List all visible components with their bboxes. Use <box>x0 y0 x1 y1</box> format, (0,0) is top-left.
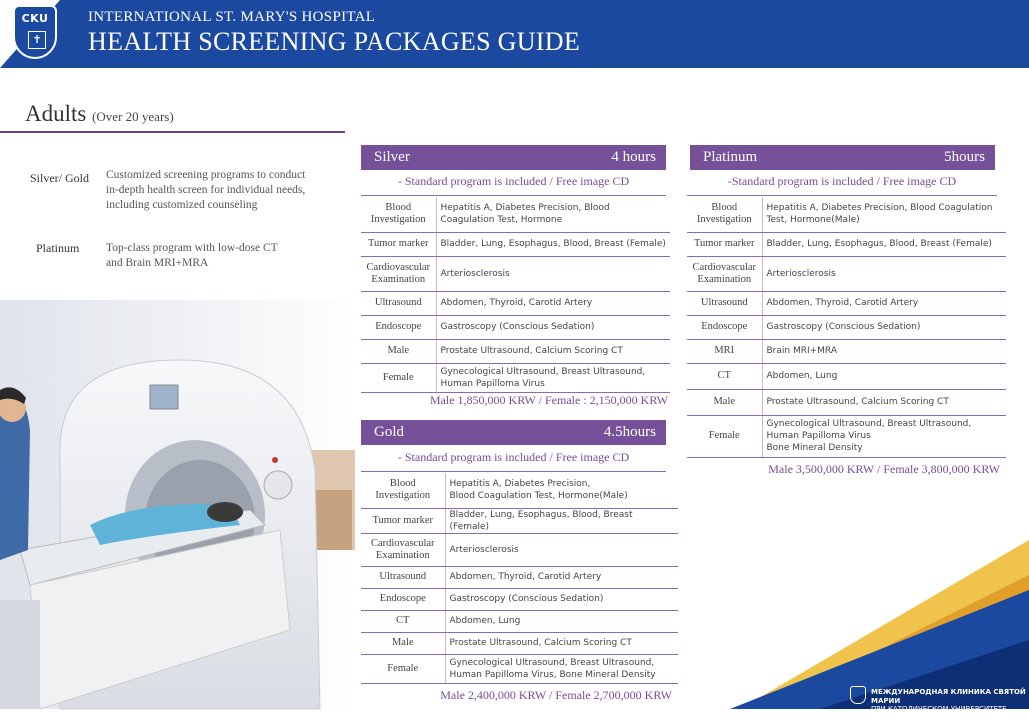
page-title: HEALTH SCREENING PACKAGES GUIDE <box>88 27 581 56</box>
row-label: Tumor marker <box>361 508 445 533</box>
row-label: Male <box>361 339 436 363</box>
row-value: Gastroscopy (Conscious Sedation) <box>762 315 1006 339</box>
row-value: Abdomen, Lung <box>762 363 1006 389</box>
platinum-table <box>687 197 1006 458</box>
desc-text-silver-gold: Customized screening programs to conduct in-depth health screen for individual needs, including customized counseling <box>106 169 306 211</box>
table-row <box>361 197 670 232</box>
header-bar <box>0 0 1029 68</box>
silver-standard-note: - Standard program is included / Free image CD <box>361 174 666 196</box>
footer-line-2: ПРИ КАТОЛИЧЕСКОМ УНИВЕРСИТЕТЕ КВАНДОНГ <box>871 705 1007 722</box>
gold-table <box>361 473 678 684</box>
row-value: Hepatitis A, Diabetes Precision, Blood Coagulation Test, Hormone(Male) <box>445 473 678 508</box>
gold-name: Gold <box>374 424 404 440</box>
row-value: Bladder, Lung, Esophagus, Blood, Breast (Female) <box>436 232 670 256</box>
table-row <box>361 339 670 363</box>
section-subtitle: (Over 20 years) <box>92 109 174 124</box>
row-label: Cardiovascular Examination <box>687 256 762 291</box>
table-row <box>361 473 678 508</box>
desc-label-silver-gold: Silver/ Gold <box>30 171 89 185</box>
row-label: Tumor marker <box>361 232 436 256</box>
table-row <box>361 588 678 610</box>
table-row <box>361 291 670 315</box>
silver-price: Male 1,850,000 KRW / Female : 2,150,000 KRW <box>429 393 668 407</box>
row-value: Gynecological Ultrasound, Breast Ultrasound, Human Papilloma Virus, Bone Mineral Density <box>445 654 678 683</box>
platinum-hours: 5hours <box>944 149 985 165</box>
row-label: Ultrasound <box>361 566 445 588</box>
row-label: Blood Investigation <box>361 197 436 232</box>
row-value: Prostate Ultrasound, Calcium Scoring CT <box>436 339 670 363</box>
row-value: Arteriosclerosis <box>436 256 670 291</box>
table-row <box>361 632 678 654</box>
row-value: Gynecological Ultrasound, Breast Ultrasound, Human Papilloma Virus <box>436 363 670 392</box>
table-row <box>361 363 670 392</box>
footer-caption <box>871 688 1029 722</box>
section-title <box>25 101 174 127</box>
silver-table <box>361 197 670 393</box>
gold-standard-note: - Standard program is included / Free image CD <box>361 450 666 472</box>
row-label: Endoscope <box>361 315 436 339</box>
row-value: Bladder, Lung, Esophagus, Blood, Breast (Female) <box>762 232 1006 256</box>
table-row <box>687 315 1006 339</box>
table-row <box>361 654 678 683</box>
silver-header <box>361 145 666 170</box>
row-value: Abdomen, Thyroid, Carotid Artery <box>436 291 670 315</box>
row-label: Female <box>361 363 436 392</box>
row-label: Male <box>687 389 762 415</box>
row-label: Cardiovascular Examination <box>361 256 436 291</box>
row-value: Hepatitis A, Diabetes Precision, Blood Coagulation Test, Hormone(Male) <box>762 197 1006 232</box>
table-row <box>687 291 1006 315</box>
section-title-text: Adults <box>25 101 87 126</box>
row-value: Abdomen, Thyroid, Carotid Artery <box>762 291 1006 315</box>
section-divider <box>0 131 345 133</box>
desc-text-platinum: Top-class program with low-dose CT and Brain MRI+MRA <box>106 242 278 269</box>
platinum-name: Platinum <box>703 149 758 165</box>
silver-name: Silver <box>374 149 410 165</box>
footer-logo-icon <box>850 686 866 704</box>
desc-label-platinum: Platinum <box>36 241 80 255</box>
gold-header <box>361 420 666 445</box>
row-label: Male <box>361 632 445 654</box>
row-value: Abdomen, Thyroid, Carotid Artery <box>445 566 678 588</box>
row-label: Female <box>687 415 762 457</box>
row-value: Arteriosclerosis <box>445 533 678 566</box>
row-value: Prostate Ultrasound, Calcium Scoring CT <box>445 632 678 654</box>
gold-hours: 4.5hours <box>603 424 656 440</box>
table-row <box>361 508 678 533</box>
table-row <box>687 256 1006 291</box>
ct-scanner-illustration <box>0 300 355 709</box>
row-label: Endoscope <box>361 588 445 610</box>
row-value: Abdomen, Lung <box>445 610 678 632</box>
table-row <box>361 315 670 339</box>
footer-line-1: МЕЖДУНАРОДНАЯ КЛИНИКА СВЯТОЙ МАРИИ <box>871 688 1026 705</box>
table-row <box>687 415 1006 457</box>
row-label: Female <box>361 654 445 683</box>
logo-text: CKU <box>21 12 49 25</box>
logo-cross-icon: ✝ <box>28 31 46 49</box>
row-value: Brain MRI+MRA <box>762 339 1006 363</box>
table-row <box>361 566 678 588</box>
row-value: Bladder, Lung, Esophagus, Blood, Breast (Female) <box>445 508 678 533</box>
row-label: Ultrasound <box>361 291 436 315</box>
row-value: Gynecological Ultrasound, Breast Ultrasound, Human Papilloma Virus Bone Mineral Density <box>762 415 1006 457</box>
row-label: Endoscope <box>687 315 762 339</box>
platinum-standard-note: -Standard program is included / Free image CD <box>687 174 997 196</box>
hospital-name: INTERNATIONAL ST. MARY'S HOSPITAL <box>88 9 376 25</box>
gold-price: Male 2,400,000 KRW / Female 2,700,000 KRW <box>440 688 672 702</box>
table-row <box>687 197 1006 232</box>
table-row <box>361 533 678 566</box>
row-label: Cardiovascular Examination <box>361 533 445 566</box>
row-value: Gastroscopy (Conscious Sedation) <box>445 588 678 610</box>
row-label: MRI <box>687 339 762 363</box>
platinum-header <box>690 145 995 170</box>
row-label: CT <box>361 610 445 632</box>
footer-decoration <box>700 500 1029 709</box>
table-row <box>361 610 678 632</box>
table-row <box>687 339 1006 363</box>
hospital-logo <box>13 5 57 59</box>
table-row <box>361 232 670 256</box>
row-value: Hepatitis A, Diabetes Precision, Blood Coagulation Test, Hormone <box>436 197 670 232</box>
row-label: CT <box>687 363 762 389</box>
row-value: Prostate Ultrasound, Calcium Scoring CT <box>762 389 1006 415</box>
row-value: Gastroscopy (Conscious Sedation) <box>436 315 670 339</box>
table-row <box>687 389 1006 415</box>
ct-scanner-image <box>0 300 355 709</box>
table-row <box>687 232 1006 256</box>
row-value: Arteriosclerosis <box>762 256 1006 291</box>
table-row <box>361 256 670 291</box>
row-label: Blood Investigation <box>361 473 445 508</box>
silver-hours: 4 hours <box>611 149 656 165</box>
platinum-price: Male 3,500,000 KRW / Female 3,800,000 KRW <box>768 462 1000 476</box>
row-label: Blood Investigation <box>687 197 762 232</box>
row-label: Tumor marker <box>687 232 762 256</box>
table-row <box>687 363 1006 389</box>
row-label: Ultrasound <box>687 291 762 315</box>
